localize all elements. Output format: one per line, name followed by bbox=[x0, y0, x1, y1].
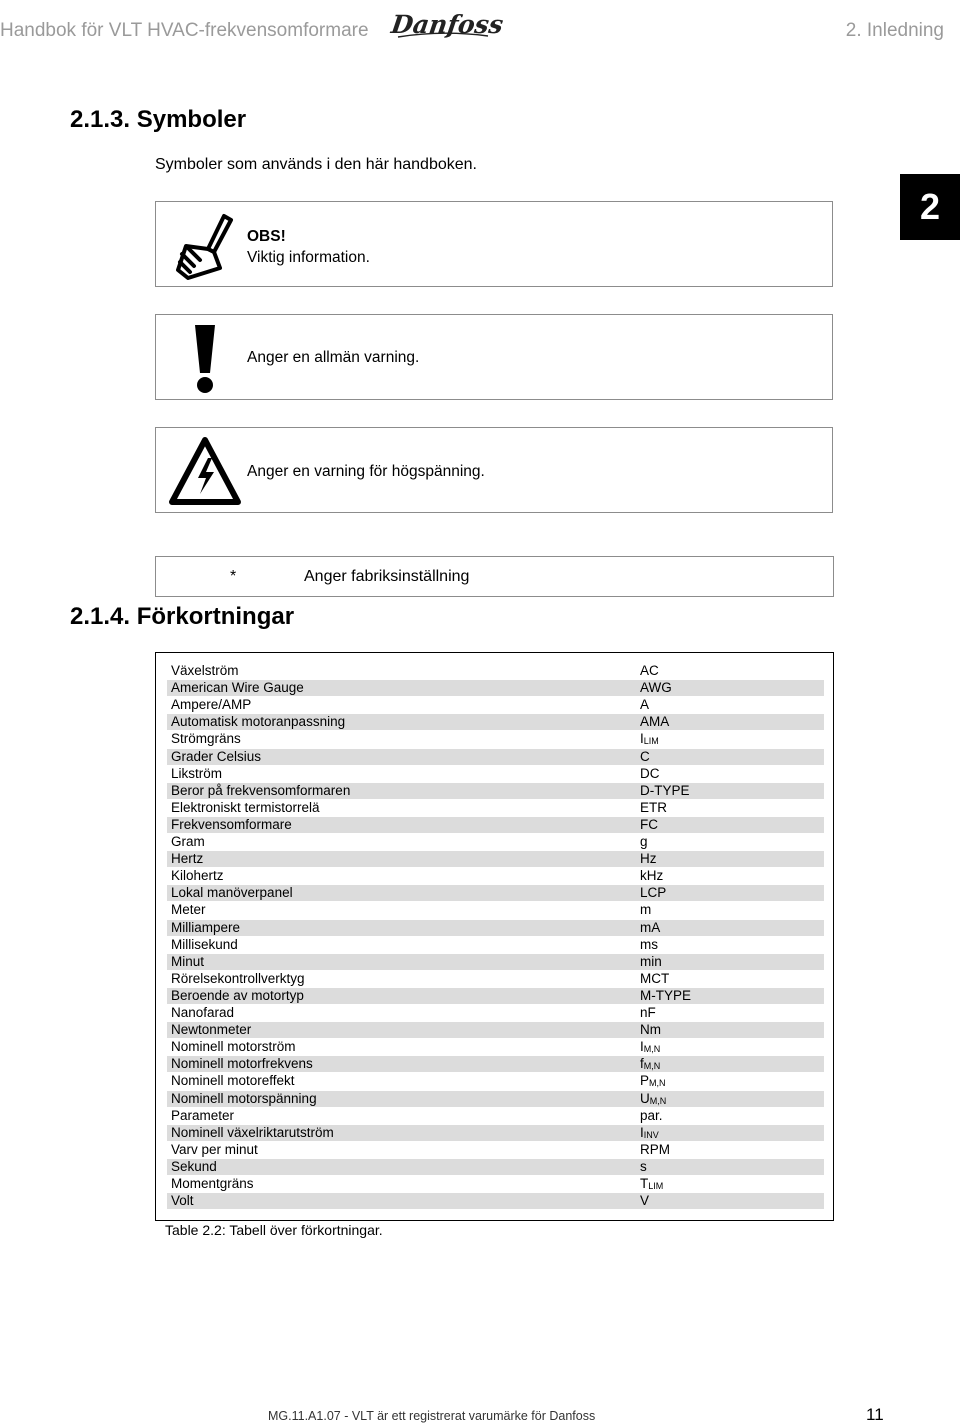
abbreviation-code-main: par. bbox=[640, 1107, 663, 1123]
table-row bbox=[167, 1176, 824, 1192]
abbreviation-code bbox=[640, 1073, 666, 1090]
abbreviation-code bbox=[640, 697, 649, 713]
abbreviation-code-main: DC bbox=[640, 765, 660, 781]
table-caption: Table 2.2: Tabell över förkortningar. bbox=[165, 1222, 383, 1238]
abbreviation-code-subscript: M,N bbox=[649, 1078, 666, 1089]
table-row bbox=[167, 783, 824, 799]
abbreviation-term: Ampere/AMP bbox=[171, 697, 252, 713]
abbreviation-term: Automatisk motoranpassning bbox=[171, 714, 346, 730]
abbreviation-term: Kilohertz bbox=[171, 868, 224, 884]
table-row bbox=[167, 680, 824, 696]
table-row bbox=[167, 954, 824, 970]
abbreviation-term: Likström bbox=[171, 765, 223, 781]
table-row bbox=[167, 1073, 824, 1089]
default-setting-box bbox=[155, 556, 834, 597]
abbreviation-code-main: m bbox=[640, 902, 652, 918]
abbreviation-code bbox=[640, 1193, 649, 1209]
abbreviation-code bbox=[640, 1125, 659, 1142]
abbreviation-code bbox=[640, 1091, 666, 1108]
abbreviation-term: Växelström bbox=[171, 663, 239, 678]
abbreviation-term: Lokal manöverpanel bbox=[171, 885, 293, 901]
abbreviation-code bbox=[640, 1142, 670, 1158]
abbreviation-code bbox=[640, 1005, 656, 1021]
abbreviation-term: Nominell motorspänning bbox=[171, 1090, 317, 1106]
abbreviation-table bbox=[155, 652, 834, 1221]
abbreviation-code bbox=[640, 1159, 647, 1175]
table-row bbox=[167, 749, 824, 765]
table-row bbox=[167, 766, 824, 782]
abbreviation-code bbox=[640, 834, 648, 850]
note-text: Viktig information. bbox=[247, 249, 370, 266]
table-row bbox=[167, 988, 824, 1004]
abbreviation-code bbox=[640, 663, 659, 679]
danfoss-logo bbox=[389, 6, 506, 42]
footer-text: MG.11.A1.07 - VLT är ett registrerat varumärke för Danfoss bbox=[268, 1409, 596, 1423]
abbreviation-code bbox=[640, 1176, 663, 1193]
abbreviation-term: Grader Celsius bbox=[171, 748, 262, 764]
abbreviation-term: Momentgräns bbox=[171, 1176, 254, 1191]
abbreviation-code-subscript: LIM bbox=[648, 1181, 664, 1191]
abbreviation-code bbox=[640, 902, 651, 918]
table-row bbox=[167, 920, 824, 936]
note-title: OBS! bbox=[247, 228, 286, 245]
table-row bbox=[167, 1091, 824, 1107]
abbreviation-code-main: I bbox=[640, 1039, 644, 1055]
table-row bbox=[167, 868, 824, 884]
abbreviation-code-subscript: M,N bbox=[643, 1061, 661, 1072]
abbreviation-term: Rörelsekontrollverktyg bbox=[171, 970, 305, 986]
default-marker: * bbox=[230, 568, 237, 585]
table-row bbox=[167, 817, 824, 833]
abbreviation-code bbox=[640, 714, 669, 730]
abbreviation-code-main: AWG bbox=[640, 680, 672, 696]
section-heading-symbols: 2.1.3. Symboler bbox=[70, 106, 247, 133]
abbreviation-code-main: FC bbox=[640, 816, 658, 832]
table-row bbox=[167, 1005, 824, 1021]
table-row bbox=[167, 834, 824, 850]
abbreviation-term: Hertz bbox=[171, 851, 204, 867]
abbreviation-code bbox=[640, 937, 658, 953]
abbreviation-code-main: ETR bbox=[640, 799, 667, 815]
abbreviation-code-main: M-TYPE bbox=[640, 987, 692, 1003]
table-row bbox=[167, 937, 824, 953]
abbreviation-code bbox=[640, 749, 650, 765]
abbreviation-term: Sekund bbox=[171, 1158, 217, 1174]
abbreviation-code bbox=[640, 1039, 660, 1056]
abbreviation-code-main: nF bbox=[640, 1005, 656, 1020]
table-row bbox=[167, 902, 824, 918]
abbreviation-term: Strömgräns bbox=[171, 731, 241, 747]
abbreviation-code bbox=[640, 1056, 660, 1073]
abbreviation-term: Nominell motorfrekvens bbox=[171, 1056, 313, 1072]
abbreviation-code bbox=[640, 731, 659, 748]
abbreviation-term: Varv per minut bbox=[171, 1141, 258, 1157]
abbreviation-term: Nanofarad bbox=[171, 1005, 235, 1020]
table-row bbox=[167, 885, 824, 901]
table-row bbox=[167, 1193, 824, 1209]
abbreviation-term: Nominell motorström bbox=[171, 1039, 296, 1055]
abbreviation-code-main: mA bbox=[640, 919, 661, 935]
abbreviation-code-main: I bbox=[640, 731, 644, 747]
abbreviation-term: Millisekund bbox=[171, 936, 238, 952]
abbreviation-code-main: T bbox=[640, 1176, 649, 1191]
abbreviation-code-main: D-TYPE bbox=[640, 782, 690, 798]
abbreviation-code-main: min bbox=[640, 953, 662, 969]
abbreviation-term: Parameter bbox=[171, 1107, 235, 1123]
page-number: 11 bbox=[866, 1405, 884, 1424]
abbreviation-code-main: RPM bbox=[640, 1141, 670, 1157]
table-row bbox=[167, 971, 824, 987]
abbreviation-code bbox=[640, 988, 691, 1004]
symbol-note-box bbox=[155, 201, 833, 287]
table-row bbox=[167, 1056, 824, 1072]
running-header-title: Handbok för VLT HVAC-frekvensomformare bbox=[0, 20, 369, 41]
warning-text: Anger en allmän varning. bbox=[247, 349, 420, 366]
abbreviation-code-subscript: LIM bbox=[643, 736, 659, 747]
section-heading-abbreviations: 2.1.4. Förkortningar bbox=[70, 603, 295, 630]
table-row bbox=[167, 1108, 824, 1124]
abbreviation-term: Nominell växelriktarutström bbox=[171, 1124, 334, 1140]
abbreviation-code-main: U bbox=[640, 1090, 650, 1106]
abbreviation-code bbox=[640, 800, 667, 816]
abbreviation-term: American Wire Gauge bbox=[171, 680, 304, 696]
abbreviation-code-main: I bbox=[640, 1124, 644, 1140]
abbreviation-term: Beror på frekvensomformaren bbox=[171, 782, 351, 798]
abbreviation-code-main: s bbox=[640, 1158, 647, 1174]
table-row bbox=[167, 851, 824, 867]
table-row bbox=[167, 1159, 824, 1175]
abbreviation-term: Elektroniskt termistorrelä bbox=[171, 799, 320, 815]
table-row bbox=[167, 800, 824, 816]
abbreviation-term: Volt bbox=[171, 1193, 194, 1209]
abbreviation-term: Nominell motoreffekt bbox=[171, 1073, 295, 1089]
abbreviation-term: Frekvensomformare bbox=[171, 816, 292, 832]
table-row bbox=[167, 1039, 824, 1055]
high-voltage-text: Anger en varning för högspänning. bbox=[247, 463, 485, 480]
abbreviation-code bbox=[640, 817, 658, 833]
pointing-hand-icon bbox=[168, 208, 242, 282]
abbreviation-term: Minut bbox=[171, 953, 205, 969]
table-row bbox=[167, 1125, 824, 1141]
abbreviation-code-main: f bbox=[640, 1056, 644, 1072]
svg-text:Danfoss: Danfoss bbox=[389, 9, 506, 39]
table-row bbox=[167, 1142, 824, 1158]
abbreviation-code-main: A bbox=[640, 697, 650, 713]
symbol-high-voltage-box bbox=[155, 427, 833, 513]
abbreviation-term: Newtonmeter bbox=[171, 1022, 252, 1038]
abbreviation-code-subscript: M,N bbox=[649, 1095, 667, 1106]
abbreviation-code-main: LCP bbox=[640, 885, 667, 901]
abbreviation-code bbox=[640, 766, 660, 782]
abbreviation-code bbox=[640, 971, 669, 987]
abbreviation-code-main: MCT bbox=[640, 970, 670, 986]
abbreviation-code bbox=[640, 954, 662, 970]
abbreviation-code-main: V bbox=[640, 1193, 650, 1209]
table-row bbox=[167, 731, 824, 747]
abbreviation-code bbox=[640, 783, 690, 799]
abbreviation-code bbox=[640, 680, 672, 696]
abbreviation-code-main: P bbox=[640, 1073, 650, 1089]
exclamation-icon bbox=[168, 321, 242, 395]
abbreviation-code-main: ms bbox=[640, 936, 658, 952]
abbreviation-code-subscript: INV bbox=[643, 1129, 659, 1140]
abbreviation-code bbox=[640, 868, 663, 884]
abbreviation-term: Meter bbox=[171, 902, 206, 918]
abbreviation-code bbox=[640, 920, 660, 936]
abbreviation-code-main: kHz bbox=[640, 868, 664, 884]
table-row bbox=[167, 697, 824, 713]
abbreviation-term: Gram bbox=[171, 834, 205, 849]
abbreviation-code-main: C bbox=[640, 748, 650, 764]
abbreviation-code bbox=[640, 851, 657, 867]
high-voltage-icon bbox=[168, 434, 242, 508]
symbols-intro: Symboler som används i den här handboken. bbox=[155, 156, 477, 173]
abbreviation-code-main: AC bbox=[640, 663, 659, 678]
abbreviation-code-main: Hz bbox=[640, 851, 657, 867]
abbreviation-code bbox=[640, 1022, 661, 1038]
abbreviation-code-subscript: M,N bbox=[643, 1044, 661, 1055]
symbol-warning-box bbox=[155, 314, 833, 400]
abbreviation-code-main: AMA bbox=[640, 714, 670, 730]
abbreviation-code-main: g bbox=[640, 834, 648, 849]
default-text: Anger fabriksinställning bbox=[304, 568, 470, 585]
abbreviation-term: Milliampere bbox=[171, 919, 241, 935]
abbreviation-code-main: Nm bbox=[640, 1022, 661, 1038]
table-row bbox=[167, 663, 824, 679]
abbreviation-code bbox=[640, 1108, 663, 1124]
running-header-chapter: 2. Inledning bbox=[845, 20, 944, 41]
table-row bbox=[167, 1022, 824, 1038]
abbreviation-term: Beroende av motortyp bbox=[171, 987, 304, 1003]
abbreviation-code bbox=[640, 885, 666, 901]
chapter-tab: 2 bbox=[900, 174, 960, 240]
table-row bbox=[167, 714, 824, 730]
